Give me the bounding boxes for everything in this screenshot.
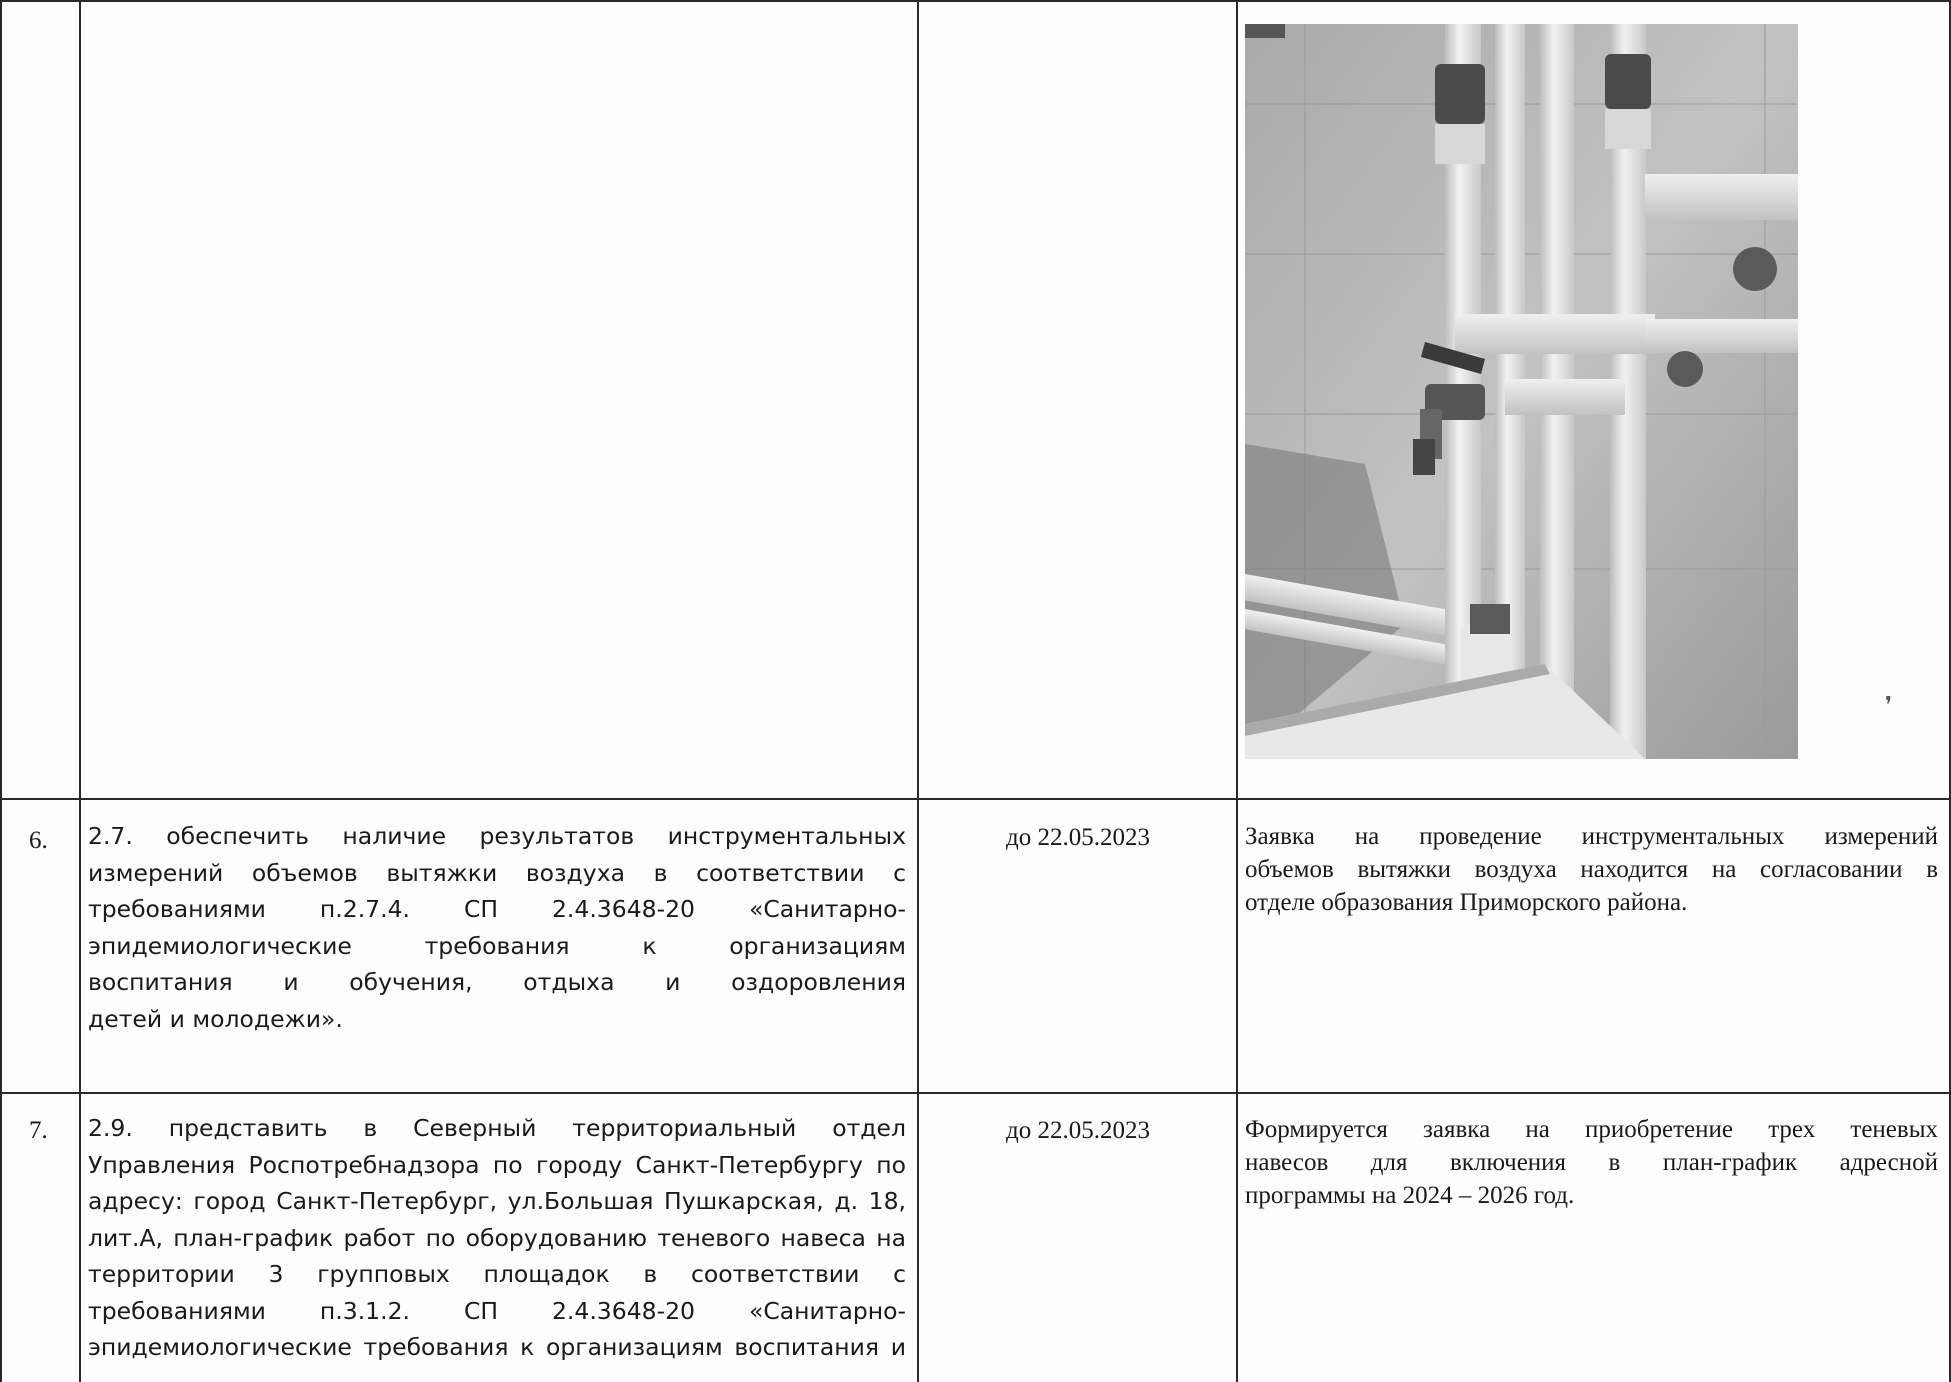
text-line: Управления Роспотребнадзора по городу Санкт-Петербургу по [88,1150,906,1179]
row-6-result [1245,820,1938,919]
row-separator-7 [0,1092,1951,1094]
row-7-deadline: до 22.05.2023 [1006,1117,1150,1144]
text-line: требованиями п.2.7.4. СП 2.4.3648-20 «Санитарно- [88,895,906,923]
text-line: Заявка на проведение инструментальных измерений [1245,823,1938,850]
table-border-deadline [1236,0,1238,1382]
row-6-requirement [88,818,906,1037]
text-line: Формируется заявка на приобретение трех теневых [1245,1116,1938,1143]
text-line: эпидемиологические требования к организациям [88,931,906,960]
plumbing-photo-icon [1245,24,1798,759]
text-line: территории 3 групповых площадок в соответствии с [88,1260,906,1288]
text-line: детей и молодежи». [88,1004,343,1033]
row-7-requirement [88,1110,906,1366]
row-7-result [1245,1113,1938,1212]
scan-mark: ❜ [1885,692,1893,717]
text-line: программы на 2024 – 2026 год. [1245,1182,1575,1209]
table-border-req [917,0,919,1382]
table-border-num [79,0,81,1382]
text-line: требованиями п.3.1.2. СП 2.4.3648-20 «Санитарно- [88,1296,906,1325]
text-line: адресу: город Санкт-Петербург, ул.Большая Пушкарская, д. 18, [88,1187,906,1215]
text-line: отделе образования Приморского района. [1245,889,1688,916]
text-line: измерений объемов вытяжки воздуха в соответствии с [88,858,906,887]
text-line: воспитания и обучения, отдыха и оздоровления [88,968,906,996]
text-line: эпидемиологические требования к организациям воспитания и [88,1333,906,1361]
text-line: 2.7. обеспечить наличие результатов инструментальных [88,822,906,850]
row-6-number: 6. [29,827,48,854]
table-border-left [0,0,2,1382]
row-7-number: 7. [29,1117,48,1144]
row-separator-6 [0,798,1951,800]
text-line: объемов вытяжки воздуха находится на согласовании в [1245,856,1938,883]
text-line: 2.9. представить в Северный территориальный отдел [88,1114,906,1142]
text-line: лит.А, план-график работ по оборудованию теневого навеса на [88,1223,906,1252]
row-6-deadline: до 22.05.2023 [1006,824,1150,851]
text-line: навесов для включения в план-график адресной [1245,1149,1938,1176]
table-border-top [0,0,1951,2]
